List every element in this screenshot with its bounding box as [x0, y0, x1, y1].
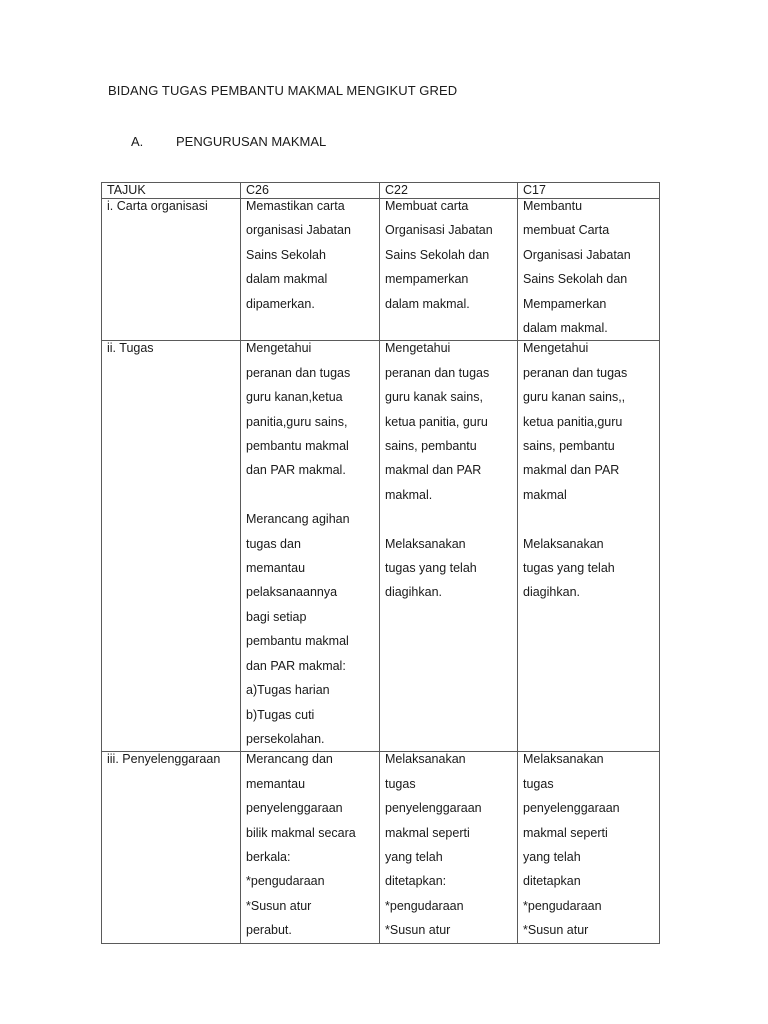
cell-line: pelaksanaannya: [246, 585, 338, 600]
cell-c22: [380, 341, 518, 752]
cell-c26: [241, 341, 380, 752]
cell-line: yang telah: [523, 849, 581, 864]
cell-line: dipamerkan.: [246, 296, 315, 311]
table-row: [102, 752, 660, 943]
cell-line: tugas: [385, 776, 416, 791]
cell-c17: [518, 341, 660, 752]
cell-line: Melaksanakan: [385, 536, 466, 551]
duties-table: [101, 182, 660, 944]
cell-line: makmal: [523, 487, 567, 502]
cell-line: Membuat carta: [385, 199, 469, 213]
cell-line: *pengudaraan: [523, 898, 602, 913]
header-c26: C26: [241, 183, 380, 199]
cell-line: persekolahan.: [246, 731, 325, 746]
cell-line: b)Tugas cuti: [246, 707, 315, 722]
table-header-row: [102, 183, 660, 199]
cell-line: Mengetahui: [246, 341, 312, 356]
cell-line: ditetapkan:: [385, 874, 447, 889]
cell-tajuk: [102, 341, 241, 752]
cell-line: iii. Penyelenggaraan: [107, 752, 221, 767]
cell-line: *Susun atur: [523, 923, 589, 938]
cell-spacer: [246, 483, 375, 507]
cell-line: memantau: [246, 561, 306, 576]
document-title: BIDANG TUGAS PEMBANTU MAKMAL MENGIKUT GRED: [108, 83, 458, 98]
cell-line: a)Tugas harian: [246, 683, 330, 698]
cell-line: membuat Carta: [523, 223, 610, 238]
cell-line: organisasi Jabatan: [246, 223, 351, 238]
cell-line: bagi setiap: [246, 609, 307, 624]
cell-line: diagihkan.: [523, 585, 580, 600]
cell-line: Mengetahui: [523, 341, 589, 356]
cell-line: Sains Sekolah dan: [523, 272, 628, 287]
cell-line: tugas dan: [246, 536, 301, 551]
cell-line: peranan dan tugas: [523, 365, 628, 380]
cell-line: dan PAR makmal:: [246, 658, 346, 673]
cell-c17: [518, 752, 660, 943]
cell-c26: [241, 752, 380, 943]
cell-line: dan PAR makmal.: [246, 463, 346, 478]
cell-line: Mempamerkan: [523, 296, 607, 311]
section-letter: A.: [131, 134, 144, 149]
cell-line: berkala:: [246, 849, 291, 864]
cell-line: peranan dan tugas: [246, 365, 351, 380]
cell-line: *Susun atur: [385, 923, 451, 938]
cell-line: pembantu makmal: [246, 439, 349, 454]
cell-line: penyelenggaraan: [523, 801, 620, 816]
cell-line: ketua panitia,guru: [523, 414, 623, 429]
cell-line: makmal seperti: [385, 825, 470, 840]
cell-line: tugas yang telah: [523, 561, 615, 576]
cell-line: ii. Tugas: [107, 341, 154, 356]
cell-line: Memastikan carta: [246, 199, 345, 213]
cell-line: Merancang dan: [246, 752, 333, 767]
table-row: [102, 341, 660, 752]
cell-c26: [241, 199, 380, 341]
cell-line: makmal.: [385, 487, 433, 502]
cell-line: ketua panitia, guru: [385, 414, 488, 429]
cell-line: makmal dan PAR: [523, 463, 620, 478]
cell-c22: [380, 199, 518, 341]
cell-line: dalam makmal.: [523, 321, 608, 336]
cell-line: yang telah: [385, 849, 443, 864]
header-c17: C17: [518, 183, 660, 199]
header-c22: C22: [380, 183, 518, 199]
cell-c17: [518, 199, 660, 341]
cell-line: Membantu: [523, 199, 583, 213]
cell-line: Mengetahui: [385, 341, 451, 356]
cell-line: Melaksanakan: [523, 752, 604, 767]
cell-c22: [380, 752, 518, 943]
section-heading: PENGURUSAN MAKMAL: [176, 134, 327, 149]
cell-line: makmal dan PAR: [385, 463, 482, 478]
cell-line: guru kanak sains,: [385, 390, 483, 405]
cell-spacer: [385, 507, 513, 531]
cell-line: Sains Sekolah dan: [385, 247, 490, 262]
cell-line: Melaksanakan: [523, 536, 604, 551]
cell-line: guru kanan,ketua: [246, 390, 343, 405]
cell-line: mempamerkan: [385, 272, 469, 287]
cell-line: diagihkan.: [385, 585, 442, 600]
cell-line: bilik makmal secara: [246, 825, 356, 840]
cell-line: sains, pembantu: [523, 439, 615, 454]
cell-line: penyelenggaraan: [246, 801, 343, 816]
cell-line: memantau: [246, 776, 306, 791]
cell-line: *pengudaraan: [385, 898, 464, 913]
cell-line: Organisasi Jabatan: [385, 223, 493, 238]
cell-spacer: [523, 507, 655, 531]
cell-line: makmal seperti: [523, 825, 608, 840]
cell-line: *Susun atur: [246, 898, 312, 913]
cell-line: panitia,guru sains,: [246, 414, 348, 429]
table-row: [102, 199, 660, 341]
header-tajuk: TAJUK: [102, 183, 241, 199]
cell-line: Organisasi Jabatan: [523, 247, 631, 262]
cell-line: Merancang agihan: [246, 512, 350, 527]
cell-line: penyelenggaraan: [385, 801, 482, 816]
cell-line: dalam makmal.: [385, 296, 470, 311]
cell-line: guru kanan sains,,: [523, 390, 626, 405]
cell-line: Sains Sekolah: [246, 247, 326, 262]
cell-line: *pengudaraan: [246, 874, 325, 889]
cell-line: ditetapkan: [523, 874, 581, 889]
cell-line: sains, pembantu: [385, 439, 477, 454]
cell-line: peranan dan tugas: [385, 365, 490, 380]
cell-line: pembantu makmal: [246, 634, 349, 649]
cell-line: i. Carta organisasi: [107, 199, 208, 213]
cell-line: perabut.: [246, 923, 292, 938]
cell-line: tugas yang telah: [385, 561, 477, 576]
cell-line: tugas: [523, 776, 554, 791]
cell-line: Melaksanakan: [385, 752, 466, 767]
cell-tajuk: [102, 199, 241, 341]
cell-line: dalam makmal: [246, 272, 328, 287]
cell-tajuk: [102, 752, 241, 943]
